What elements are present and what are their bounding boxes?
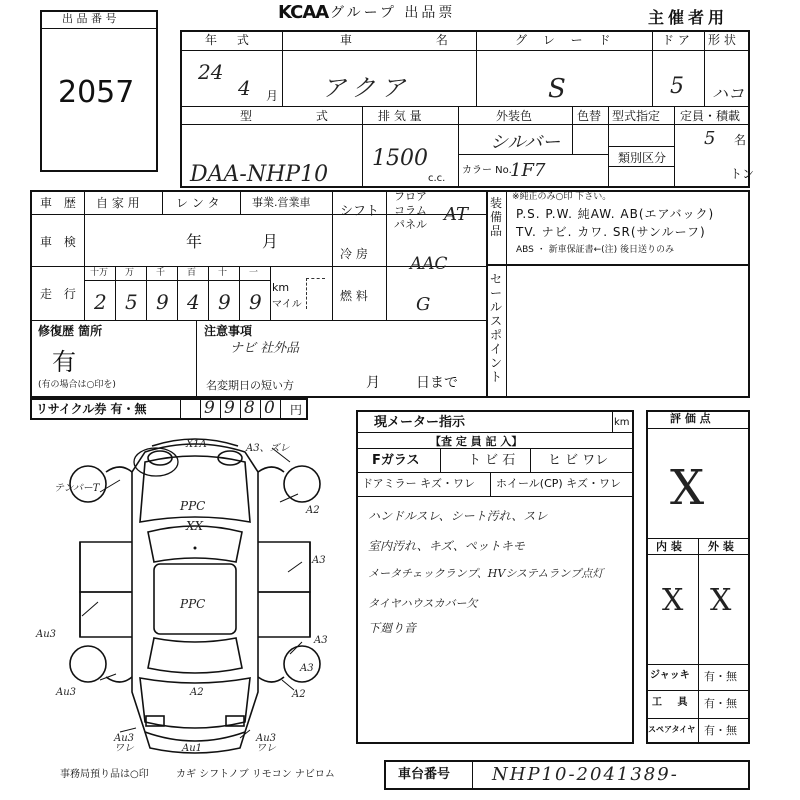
recycle-digit-4: 0 [264, 398, 275, 418]
car-left-front-door [80, 542, 132, 592]
wheel-rear-left [70, 646, 106, 682]
recycle-digit-3: 8 [244, 398, 255, 418]
remark-4: タイヤハウスカバー欠 [368, 597, 478, 610]
car-right-front-door [258, 542, 310, 592]
name-change-label: 名変期日の短い方 [206, 379, 294, 392]
history-label: 車 歴 [40, 196, 80, 210]
interior-value: X [662, 583, 684, 618]
remark-3: メータチェックランプ、HVシステムランプ点灯 [368, 567, 604, 580]
wheel-label[interactable]: ホイール(CP) キズ・ワレ [496, 477, 621, 490]
glass-crack[interactable]: ヒ ビ ワレ [548, 453, 609, 468]
mileage-digit-4: 4 [187, 290, 200, 314]
mileage-unit-10: 十 [218, 268, 228, 278]
meter-label: 現メーター指示 [374, 415, 466, 430]
shift-floor[interactable]: フロア [394, 190, 427, 203]
shift-panel[interactable]: パネル [394, 218, 427, 231]
capacity-label: 定員・積載 [680, 109, 741, 123]
recycle-label: リサイクル券 有・無 [36, 402, 147, 416]
mileage-unit-mark [306, 278, 325, 309]
mileage-digit-6: 9 [249, 290, 262, 314]
history-rental[interactable]: レ ン タ [176, 196, 220, 210]
diag-ppc-2: PPC [180, 597, 206, 611]
month-unit: 月 [266, 89, 279, 103]
meter-km: km [614, 417, 630, 428]
car-right-rear-door [258, 592, 310, 637]
lot-label: 出 品 番 号 [62, 12, 117, 25]
year-value: 24 [198, 60, 224, 84]
mileage-mile[interactable]: マイル [272, 299, 302, 310]
diag-a2-2: A2 [190, 687, 204, 698]
diag-ppc-1: PPC [180, 499, 206, 513]
inspection-label: 車 検 [40, 235, 80, 249]
make-value: アクア [322, 74, 412, 102]
cc-label: 排 気 量 [378, 109, 422, 123]
spare-label: スペアタイヤ [648, 725, 696, 734]
color-change-label: 色替 [577, 109, 602, 123]
exterior-label: 外 装 [708, 540, 734, 553]
repair-note: (有の場合は○印を) [38, 380, 116, 390]
door-value: 5 [670, 74, 684, 99]
form-title: グループ 出品票 [330, 5, 456, 21]
model-label: 型 式 [240, 109, 358, 123]
month-value: 4 [238, 76, 251, 100]
spare-value[interactable]: 有・無 [704, 724, 737, 737]
shape-value: ハコ [712, 84, 745, 103]
tools-label: 工 具 [652, 697, 694, 708]
equip-line3[interactable]: ABS ・ 新車保証書←(注) 後日送りのみ [516, 245, 675, 255]
office-items: カギ シフトノブ リモコン ナビロム [176, 769, 335, 780]
shape-label: 形 状 [708, 33, 736, 47]
fuel-label: 燃 料 [340, 289, 368, 303]
aircon-value: AAC [410, 254, 448, 274]
color-no-value: 1F7 [510, 160, 546, 181]
damage-circle-front-left [134, 448, 178, 476]
equip-line1[interactable]: P.S. P.W. 純AW. AB(エアバック) [516, 207, 715, 221]
remark-1: ハンドルスレ、シート汚れ、スレ [368, 509, 548, 523]
mileage-digit-2: 5 [125, 290, 138, 314]
shift-value: AT [444, 204, 469, 225]
name-change-month: 月 [366, 375, 380, 391]
model-value: DAA-NHP10 [190, 162, 329, 187]
mileage-unit-1: 一 [249, 268, 259, 278]
mileage-unit-100k: 十万 [90, 268, 109, 278]
mileage-digit-3: 9 [156, 290, 169, 314]
diag-xx: XX [186, 519, 204, 533]
score-label: 評 価 点 [670, 412, 711, 425]
diag-a3-1: A3 [312, 555, 326, 566]
diag-a3-3: A3 [300, 663, 314, 674]
color-value: シルバー [490, 132, 561, 153]
role-label: 主催者用 [648, 8, 729, 27]
inspection-year: 年 [186, 232, 203, 251]
aircon-label: 冷 房 [340, 247, 368, 261]
interior-label: 内 装 [656, 540, 682, 553]
equip-note: ※純正のみ○印 下さい。 [512, 192, 612, 202]
shift-label: シフト [340, 204, 380, 219]
exterior-value: X [710, 583, 732, 618]
cc-unit: c.c. [428, 173, 446, 184]
office-label: 事務局預り品は○印 [60, 769, 149, 780]
equip-label: 装 備 品 [490, 196, 503, 238]
door-label: ド ア [662, 33, 690, 47]
recycle-digit-1: 9 [204, 398, 215, 418]
glass-label: Fガラス [372, 453, 420, 468]
fuel-value: G [416, 294, 431, 315]
notes-label: 注意事項 [204, 324, 253, 338]
brand-logo: KCAA [278, 2, 329, 23]
wheel-front-right [284, 466, 320, 502]
remark-2: 室内汚れ、キズ、ペットキモ [368, 539, 525, 553]
vin-value: NHP10-2041389- [492, 764, 679, 785]
grade-label: グ レ ー ド [515, 33, 617, 47]
grade-value: S [548, 74, 566, 104]
mileage-unit-10k: 万 [125, 268, 135, 278]
mileage-digit-1: 2 [94, 290, 107, 314]
jack-value[interactable]: 有・無 [704, 670, 737, 683]
sales-label: セールスポイント [490, 272, 503, 384]
car-trunk [140, 678, 250, 728]
tools-value[interactable]: 有・無 [704, 697, 737, 710]
shift-column[interactable]: コラム [394, 204, 427, 217]
diag-a2-3: A2 [292, 689, 306, 700]
equip-line2[interactable]: TV. ナビ. カワ. SR(サンルーフ) [516, 225, 706, 239]
mirror-label[interactable]: ドアミラー キズ・ワレ [362, 477, 475, 490]
diag-au3-bottom-1: Au3 ワレ [114, 733, 135, 754]
year-label: 年 式 [205, 33, 257, 47]
recycle-yen: 円 [290, 403, 303, 417]
capacity-value: 5 [704, 128, 716, 149]
color-no-label: カラー No. [462, 165, 512, 176]
vin-label: 車台番号 [398, 767, 451, 782]
history-private[interactable]: 自 家 用 [96, 196, 140, 210]
diag-x1a: X1A [186, 439, 207, 450]
mileage-label: 走 行 [40, 287, 80, 301]
mileage-km[interactable]: km [272, 281, 290, 294]
repair-value: 有 [52, 348, 76, 376]
notes-value: ナビ 社外品 [230, 341, 300, 356]
diag-au1: Au1 [182, 743, 203, 754]
recycle-digit-2: 9 [224, 398, 235, 418]
diag-a2-1: A2 [306, 505, 320, 516]
mileage-digit-5: 9 [218, 290, 231, 314]
score-value: X [670, 460, 705, 516]
mileage-unit-1k: 千 [156, 268, 166, 278]
ton-unit: トン [730, 167, 755, 181]
diag-a3-2: A3 [314, 635, 328, 646]
remark-5: 下廻り音 [368, 621, 417, 635]
diag-au3-bottom-2: Au3 ワレ [256, 733, 277, 754]
jack-label: ジャッキ [650, 670, 690, 681]
inspection-month: 月 [262, 232, 279, 251]
diag-tempe: テンパーT [54, 483, 100, 494]
class-label: 類別区分 [618, 151, 667, 165]
color-label: 外装色 [496, 109, 533, 123]
diag-au3-left-1: Au3 [36, 629, 57, 640]
inspector-title: 【査 定 員 記 入】 [430, 435, 523, 448]
diag-au3-left-2: Au3 [56, 687, 77, 698]
lot-number: 2057 [58, 75, 135, 110]
model-spec-label: 型式指定 [612, 109, 661, 123]
history-business[interactable]: 事業.営業車 [252, 196, 311, 209]
sales-box [486, 264, 750, 398]
car-rear-glass [148, 638, 242, 673]
name-change-day: 日まで [416, 375, 458, 391]
glass-chip[interactable]: ト ビ 石 [468, 453, 516, 468]
capacity-unit: 名 [734, 133, 747, 147]
make-label: 車 名 [340, 33, 488, 47]
car-left-rear-door [80, 592, 132, 637]
mileage-unit-100: 百 [187, 268, 197, 278]
diag-a3-zure-1: A3、ズレ [246, 443, 290, 454]
cc-value: 1500 [372, 146, 428, 171]
repair-label: 修復歴 箇所 [38, 324, 103, 338]
